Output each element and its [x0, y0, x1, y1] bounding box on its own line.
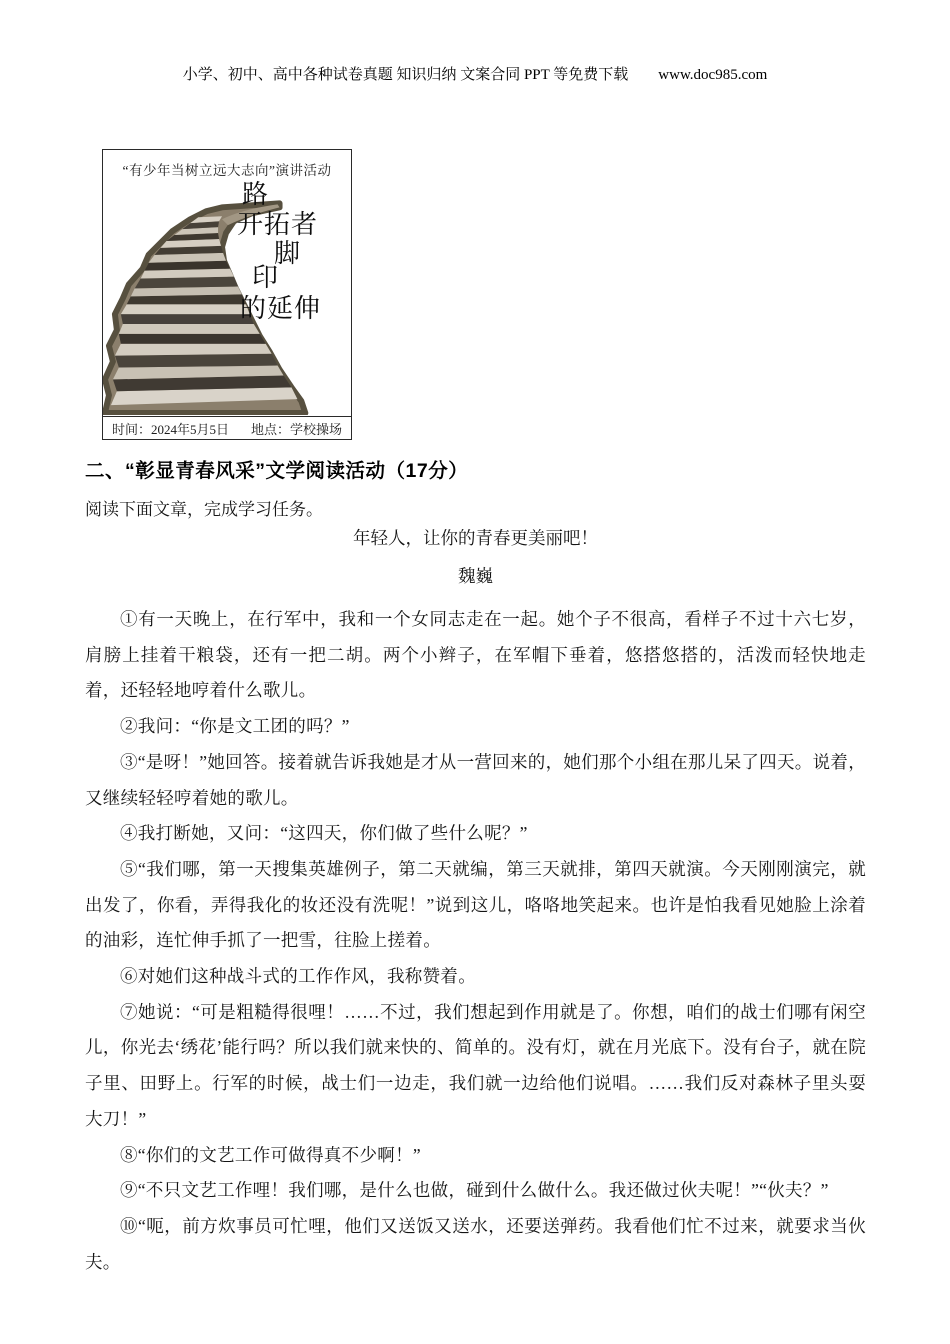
article-paragraph: ⑦她说：“可是粗糙得很哩！……不过，我们想起到作用就是了。你想，咱们的战士们哪有闲空儿，你光去‘绣花’能行吗？所以我们就来快的、简单的。没有灯，就在月光底下。没有台子，就在院子里、田野上。行军的时候，战士们一边走，我们就一边给他们说唱。……我们反对森林子里头耍大刀！”	[85, 1001, 866, 1129]
article-paragraph: ③“是呀！”她回答。接着就告诉我她是才从一营回来的，她们那个小组在那儿呆了四天。说着，又继续轻轻哼着她的歌儿。	[85, 751, 866, 808]
poster-place: 地点：学校操场	[250, 421, 342, 437]
poster-slogan-line: 的延伸	[240, 294, 322, 323]
article-author: 魏巍	[458, 566, 493, 586]
article-paragraph: ⑤“我们哪，第一天搜集英雄例子，第二天就编，第三天就排，第四天就演。今天刚刚演完，就出发了，你看，弄得我化的妆还没有洗呢！”说到这儿，咯咯地笑起来。也许是怕我看见她脸上涂着的油彩，连忙伸手抓了一把雪，往脸上搓着。	[85, 858, 866, 951]
poster-time: 时间：2024年5月5日	[112, 421, 230, 437]
article-paragraph: ②我问：“你是文工团的吗？”	[120, 716, 350, 737]
article-paragraph: ①有一天晚上，在行军中，我和一个女同志走在一起。她个子不很高，看样子不过十六七岁，肩膀上挂着干粮袋，还有一把二胡。两个小辫子，在军帽下垂着，悠搭悠搭的，活泼而轻快地走着，还轻轻地哼着什么歌儿。	[85, 609, 866, 701]
article-paragraph: ⑧“你们的文艺工作可做得真不少啊！”	[120, 1144, 421, 1165]
header-text: 小学、初中、高中各种试卷真题 知识归纳 文案合同 PPT 等免费下载	[182, 67, 629, 83]
article-body	[85, 602, 866, 1280]
page-header	[0, 63, 950, 84]
poster-slogan-line: 开拓者	[237, 210, 319, 239]
section-instruction: 阅读下面文章，完成学习任务。	[85, 500, 323, 519]
poster-title: “有少年当树立远大志向”演讲活动	[122, 163, 332, 178]
poster-footer	[103, 416, 351, 439]
section-heading: 二、“彰显青春风采”文学阅读活动（17分）	[85, 460, 469, 482]
article-paragraph: ⑨“不只文艺工作哩！我们哪，是什么也做，碰到什么做什么。我还做过伙夫呢！”“伙夫？”	[120, 1180, 829, 1201]
stone-staircase-image	[103, 150, 350, 415]
poster-slogan-line: 印	[252, 263, 280, 292]
header-url: www.doc985.com	[658, 67, 768, 83]
article-paragraph: ⑩“呃，前方炊事员可忙哩，他们又送饭又送水，还要送弹药。我看他们忙不过来，就要求当伙夫。	[85, 1215, 866, 1272]
poster-slogan-line: 路	[242, 180, 270, 209]
speech-activity-poster	[102, 149, 352, 440]
poster-slogan-line: 脚	[274, 239, 302, 268]
article-paragraph: ⑥对她们这种战斗式的工作作风，我称赞着。	[120, 966, 476, 987]
article-title: 年轻人，让你的青春更美丽吧！	[353, 528, 598, 548]
article	[85, 527, 866, 1280]
article-paragraph: ④我打断她，又问：“这四天，你们做了些什么呢？”	[120, 823, 528, 844]
